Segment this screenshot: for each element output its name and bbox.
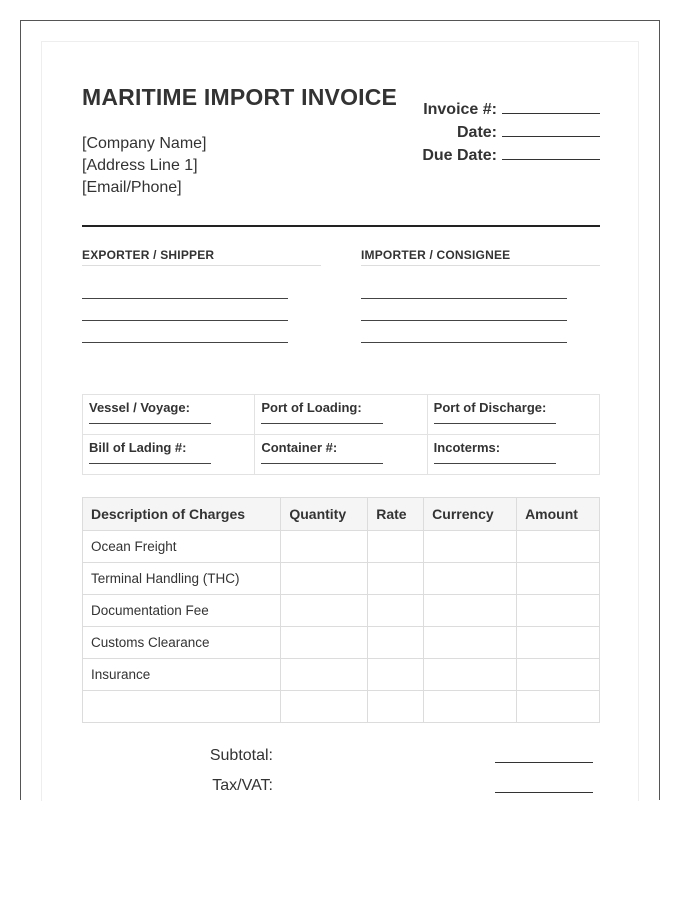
amount-cell[interactable] [517, 531, 600, 563]
exporter-line[interactable] [82, 342, 288, 343]
importer-line[interactable] [361, 298, 567, 299]
company-contact: [Email/Phone] [82, 179, 182, 196]
date-blank[interactable] [502, 122, 600, 137]
rate-cell[interactable] [368, 563, 424, 595]
tax-label: Tax/VAT: [212, 777, 273, 794]
importer-lines [361, 286, 567, 364]
date-row [422, 121, 600, 144]
port-of-loading-blank[interactable] [261, 415, 383, 424]
quantity-cell[interactable] [281, 691, 368, 723]
rate-cell[interactable] [368, 595, 424, 627]
due-date-blank[interactable] [502, 145, 600, 160]
invoice-number-blank[interactable] [502, 99, 600, 114]
date-label: Date: [456, 124, 497, 141]
currency-cell[interactable] [424, 531, 517, 563]
port-of-discharge-cell[interactable] [427, 395, 599, 435]
quantity-cell[interactable] [281, 563, 368, 595]
col-amount: Amount [517, 498, 600, 531]
importer-line[interactable] [361, 342, 567, 343]
col-currency: Currency [424, 498, 517, 531]
invoice-number-row [422, 98, 600, 121]
shipment-row [83, 435, 600, 475]
due-date-row [422, 144, 600, 167]
rate-cell[interactable] [368, 659, 424, 691]
exporter-line[interactable] [82, 320, 288, 321]
shipment-row [83, 395, 600, 435]
description-cell: Documentation Fee [83, 595, 281, 627]
currency-cell[interactable] [424, 691, 517, 723]
exporter-line[interactable] [82, 298, 288, 299]
incoterms-cell[interactable] [427, 435, 599, 475]
container-number-label: Container #: [261, 440, 338, 455]
rate-cell[interactable] [368, 531, 424, 563]
incoterms-blank[interactable] [434, 455, 556, 464]
exporter-lines [82, 286, 288, 364]
currency-cell[interactable] [424, 659, 517, 691]
col-quantity: Quantity [281, 498, 368, 531]
col-rate: Rate [368, 498, 424, 531]
currency-cell[interactable] [424, 627, 517, 659]
description-cell[interactable] [83, 691, 281, 723]
bill-of-lading-label: Bill of Lading #: [89, 440, 187, 455]
vessel-voyage-blank[interactable] [89, 415, 211, 424]
col-description: Description of Charges [83, 498, 281, 531]
bill-of-lading-cell[interactable] [83, 435, 255, 475]
charges-table [82, 497, 600, 723]
table-row [83, 595, 600, 627]
company-block [82, 133, 207, 199]
charges-header-row [83, 498, 600, 531]
container-number-blank[interactable] [261, 455, 383, 464]
company-name: [Company Name] [82, 135, 207, 152]
table-row [83, 531, 600, 563]
quantity-cell[interactable] [281, 627, 368, 659]
description-cell: Insurance [83, 659, 281, 691]
shipment-details-table [82, 394, 600, 475]
description-cell: Customs Clearance [83, 627, 281, 659]
amount-cell[interactable] [517, 595, 600, 627]
container-number-cell[interactable] [255, 435, 427, 475]
vessel-voyage-cell[interactable] [83, 395, 255, 435]
port-of-loading-label: Port of Loading: [261, 400, 362, 415]
amount-cell[interactable] [517, 627, 600, 659]
port-of-loading-cell[interactable] [255, 395, 427, 435]
subtotal-blank[interactable] [495, 762, 593, 763]
port-of-discharge-blank[interactable] [434, 415, 556, 424]
table-row [83, 627, 600, 659]
currency-cell[interactable] [424, 563, 517, 595]
rate-cell[interactable] [368, 627, 424, 659]
importer-line[interactable] [361, 320, 567, 321]
table-row [83, 691, 600, 723]
quantity-cell[interactable] [281, 531, 368, 563]
table-row [83, 659, 600, 691]
description-cell: Terminal Handling (THC) [83, 563, 281, 595]
subtotal-label: Subtotal: [209, 747, 273, 764]
company-address: [Address Line 1] [82, 157, 198, 174]
amount-cell[interactable] [517, 563, 600, 595]
table-row [83, 563, 600, 595]
exporter-heading: EXPORTER / SHIPPER [82, 248, 321, 266]
bill-of-lading-blank[interactable] [89, 455, 211, 464]
importer-heading: IMPORTER / CONSIGNEE [361, 248, 600, 266]
quantity-cell[interactable] [281, 659, 368, 691]
amount-cell[interactable] [517, 691, 600, 723]
incoterms-label: Incoterms: [433, 440, 501, 455]
invoice-number-label: Invoice #: [423, 101, 497, 118]
rate-cell[interactable] [368, 691, 424, 723]
vessel-voyage-label: Vessel / Voyage: [89, 400, 190, 415]
quantity-cell[interactable] [281, 595, 368, 627]
invoice-title: MARITIME IMPORT INVOICE [82, 84, 398, 110]
amount-cell[interactable] [517, 659, 600, 691]
port-of-discharge-label: Port of Discharge: [433, 400, 547, 415]
description-cell: Ocean Freight [83, 531, 281, 563]
currency-cell[interactable] [424, 595, 517, 627]
tax-blank[interactable] [495, 792, 593, 793]
due-date-label: Due Date: [422, 147, 497, 164]
invoice-meta [422, 98, 600, 167]
header-divider [82, 225, 600, 227]
